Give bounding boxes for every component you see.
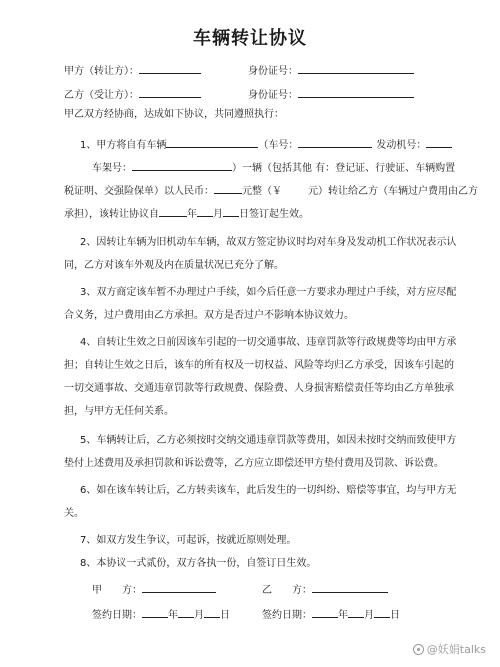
- clause-5-line-1: 5、车辆转让后，乙方必须按时交纳交通违章罚款等费用，如因未按时交纳而致使甲方: [80, 435, 457, 446]
- clause-3-line-2: 合义务，过户费用由乙方承担。双方是否过户不影响本协议效力。: [64, 310, 354, 321]
- sign-date-b-label: 签约日期：: [262, 610, 312, 621]
- clause-1-text-g: 元整（￥: [242, 186, 282, 197]
- sign-date-a-year: 年: [168, 610, 178, 621]
- watermark-text: @妖娟talks: [426, 643, 486, 656]
- watermark-logo-icon: [413, 644, 424, 655]
- clause-1-year: 年: [187, 209, 197, 220]
- effective-month-blank[interactable]: [197, 205, 213, 217]
- sign-date-a-month-blank[interactable]: [178, 606, 194, 618]
- party-b-blank[interactable]: [139, 86, 201, 98]
- id-b-line: [248, 86, 414, 102]
- clause-1-text-i: 承担），该转让协议自: [64, 209, 159, 220]
- engine-number-blank[interactable]: [426, 136, 452, 148]
- document-title: 车辆转让协议: [193, 28, 307, 49]
- clause-1-line-1: [80, 136, 452, 152]
- sign-party-a-blank[interactable]: [142, 581, 216, 593]
- sign-date-a-month: 月: [194, 610, 204, 621]
- sign-date-a: [92, 606, 230, 622]
- clause-1-text-b: （车号：: [258, 140, 299, 151]
- clause-1-text-c: 发动机号：: [376, 140, 427, 151]
- sign-date-b: [262, 606, 400, 622]
- clause-1-line-4: [64, 205, 309, 221]
- sign-date-a-year-blank[interactable]: [142, 606, 168, 618]
- id-b-blank[interactable]: [298, 86, 414, 98]
- watermark: [413, 641, 486, 657]
- sign-party-b: [262, 581, 388, 597]
- sign-party-b-label: 乙 方：: [262, 585, 312, 596]
- intro-text: 甲乙双方经协商，达成如下协议，共同遵照执行：: [64, 109, 284, 120]
- effective-year-blank[interactable]: [159, 205, 187, 217]
- sign-date-b-month-blank[interactable]: [348, 606, 364, 618]
- party-b-label: 乙方（受让方）：: [64, 90, 139, 101]
- clause-1-text-d: 车架号：: [92, 163, 132, 174]
- id-a-label: 身份证号：: [248, 66, 298, 77]
- clause-6-line-1: 6、如在该车转让后，乙方转卖该车，此后发生的一切纠纷、赔偿等事宜，均与甲方无: [80, 485, 457, 496]
- clause-4-line-1: 4、自转让生效之日前因该车引起的一切交通事故、违章罚款等行政规费等均由甲方承: [80, 337, 457, 348]
- party-a-label: 甲方（转让方）：: [64, 66, 139, 77]
- clause-1-text-e: ）一辆（包括其他 有：登记证、行驶证、车辆购置: [232, 163, 456, 174]
- clause-1-line-2: [92, 159, 455, 175]
- vin-blank[interactable]: [132, 159, 232, 171]
- effective-day-blank[interactable]: [223, 205, 239, 217]
- sign-date-b-day-blank[interactable]: [374, 606, 390, 618]
- plate-number-blank[interactable]: [298, 136, 372, 148]
- id-a-line: [248, 62, 414, 78]
- sign-date-a-label: 签约日期：: [92, 610, 142, 621]
- vehicle-blank[interactable]: [166, 136, 258, 148]
- sign-date-a-day: 日: [220, 610, 230, 621]
- clause-1-line-3: [64, 182, 478, 198]
- sign-party-a-label: 甲 方：: [92, 585, 142, 596]
- clause-1-month: 月: [213, 209, 223, 220]
- clause-4-line-3: 一切交通事故、交通违章罚款等行政规费、保险费、人身损害赔偿责任等均由乙方单独承: [64, 383, 454, 394]
- price-words-blank[interactable]: [214, 182, 242, 194]
- sign-date-b-day: 日: [390, 610, 400, 621]
- clause-6-line-2: 关。: [64, 508, 84, 519]
- sign-date-b-year-blank[interactable]: [312, 606, 338, 618]
- sign-date-a-day-blank[interactable]: [204, 606, 220, 618]
- clause-8: 8、本协议一式贰份，双方各执一份，自签订日生效。: [80, 558, 317, 569]
- clause-3-line-1: 3、双方商定该车暂不办理过户手续，如今后任意一方要求办理过户手续，对方应尽配: [80, 287, 457, 298]
- clause-7: 7、如双方发生争议，可起诉，按就近原则处理。: [80, 535, 297, 546]
- sign-date-b-year: 年: [338, 610, 348, 621]
- id-a-blank[interactable]: [298, 62, 414, 74]
- clause-4-line-4: 担，与甲方无任何关系。: [64, 406, 174, 417]
- party-a-blank[interactable]: [139, 62, 201, 74]
- sign-date-b-month: 月: [364, 610, 374, 621]
- sign-party-a: [92, 581, 216, 597]
- party-b-line: [64, 86, 201, 102]
- clause-1-text-h: 元）转让给乙方（车辆过户费用由乙方: [308, 186, 478, 197]
- clause-1-text-j: 日签订起生效。: [239, 209, 309, 220]
- clause-1-text-f: 税证明、交强险保单）以人民币：: [64, 186, 214, 197]
- sign-party-b-blank[interactable]: [312, 581, 388, 593]
- clause-4-line-2: 担；自转让生效之日后，该车的所有权及一切权益、风险等均归乙方承受，因该车引起的: [64, 360, 454, 371]
- clause-2-line-1: 2、因转让车辆为旧机动车车辆，故双方签定协议时均对车身及发动机工作状况表示认: [80, 237, 457, 248]
- clause-1-text-a: 1、甲方将自有车辆: [80, 140, 167, 151]
- clause-2-line-2: 同，乙方对该车外观及内在质量状况已充分了解。: [64, 260, 284, 271]
- clause-5-line-2: 垫付上述费用及承担罚款和诉讼费等，乙方应立即偿还甲方垫付费用及罚款、诉讼费。: [64, 458, 444, 469]
- party-a-line: [64, 62, 201, 78]
- id-b-label: 身份证号：: [248, 90, 298, 101]
